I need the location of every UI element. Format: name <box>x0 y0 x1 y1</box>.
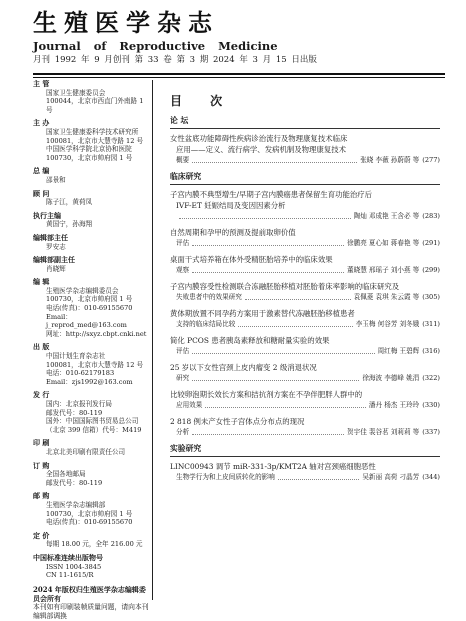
info-line: 电话：010-62179183 <box>46 369 115 378</box>
info-section <box>33 391 149 434</box>
toc-section-heading: 论 坛 <box>170 116 189 125</box>
toc-entry-footer <box>170 238 440 249</box>
toc-entry-title-line: 比较卵泡期长效长方案和拮抗剂方案在不孕伴肥胖人群中的 <box>170 390 363 399</box>
info-heading: 编 辑 <box>33 277 50 287</box>
toc-entry[interactable] <box>170 416 440 438</box>
info-line: 黄国宁，孙海翔 <box>46 220 93 229</box>
info-line: 100730，北京市帅府园 1 号 <box>46 509 133 518</box>
dot-leader <box>245 292 351 300</box>
info-line: 北京北美印刷有限责任公司 <box>46 447 126 456</box>
info-line: CN 11-1615/R <box>46 571 94 580</box>
toc-entry-footer <box>170 472 440 483</box>
info-section <box>33 439 149 456</box>
info-body <box>33 198 149 207</box>
toc-entry-footer <box>170 292 440 303</box>
info-section <box>33 554 149 580</box>
dot-leader <box>192 427 344 435</box>
info-line: 100730，北京市帅府园 1 号 <box>46 295 133 304</box>
toc-entry-footer <box>170 211 440 222</box>
toc-entry-title-end: 应用效果 <box>176 401 203 409</box>
info-line: 罗安志 <box>46 242 66 251</box>
toc-entry[interactable] <box>170 335 440 357</box>
toc-title: 目 次 <box>170 94 235 108</box>
info-section <box>33 492 149 526</box>
toc-entry[interactable] <box>170 308 440 330</box>
quality-note: 本刊如有印刷装帧质量问题，请向本刊编辑部调换 <box>33 602 149 620</box>
info-line: ISSN 1004-3845 <box>46 562 102 571</box>
toc-entry-authors: 袁佩菱 袁琪 朱云霞 等 <box>353 293 420 301</box>
info-section <box>33 343 149 386</box>
table-of-contents <box>170 93 440 488</box>
toc-section-heading: 实验研究 <box>170 444 202 453</box>
info-heading: 邮 购 <box>33 491 50 501</box>
toc-entry-title-line: 2 818 例未产女性子宫体点分布点的现况 <box>170 417 305 426</box>
toc-entry[interactable] <box>170 254 440 276</box>
info-body <box>33 89 149 115</box>
info-line: 100081，北京市大慧寺路 12 号 <box>46 136 144 145</box>
toc-entry[interactable] <box>170 227 440 249</box>
toc-entry-authors: 董晓慧 邢瑶子 刘小燕 等 <box>347 266 420 274</box>
toc-entry-page: (322) <box>422 374 440 382</box>
journal-title: 生殖医学杂志 <box>33 8 219 37</box>
info-line: 国家卫生健康委科学技术研究所 <box>46 127 139 136</box>
info-section <box>33 80 149 114</box>
toc-section-rule <box>170 128 440 129</box>
toc-entry-title-line: 简化 PCOS 患者胰岛素释放和糖耐量实验的效果 <box>170 336 330 345</box>
toc-entry-title-line: 自然周期和孕甲的预测及提前取卵价值 <box>170 228 296 237</box>
toc-entry-title-end: 评估 <box>176 347 190 355</box>
info-body <box>33 220 149 229</box>
info-section <box>33 234 149 251</box>
info-heading: 印 刷 <box>33 438 50 448</box>
toc-entry-page: (330) <box>422 401 440 409</box>
toc-body <box>170 115 440 483</box>
toc-entry-title-line: 子宫内膜不典型增生/早期子宫内膜癌患者保留生育功能治疗后 <box>170 190 373 199</box>
issue-info: 月刊 1992 年 9 月创刊 第 33 卷 第 3 期 2024 年 3 月 15 日出版 <box>33 55 317 65</box>
info-body <box>33 287 149 339</box>
toc-entry-footer <box>170 427 440 438</box>
info-section <box>33 278 149 338</box>
toc-entry-title-end: 观察 <box>176 266 190 274</box>
toc-entry-authors: 李玉梅 何谷芳 刘冬娥 <box>355 320 420 328</box>
info-line: 陈子江，黄荷凤 <box>46 198 93 207</box>
toc-entry-title-line: 桌面干式培养箱在体外受精胚胎培养中的临床效果 <box>170 255 333 264</box>
info-line: （北京 399 信箱）代号：M419 <box>46 425 142 434</box>
journal-english-title: Journal of Reproductive Medicine <box>33 39 278 53</box>
info-line: 100730，北京市帅府园 1 号 <box>46 153 133 162</box>
toc-entry-title-line: 25 岁以下女性宫颈上皮内瘤变 2 级消退状况 <box>170 363 317 372</box>
info-heading: 中国标准连续出版物号 <box>33 552 103 562</box>
toc-entry-title-line: IVF-ET 妊娠结局及变因因素分析 <box>176 201 286 210</box>
toc-entry-title-end: 概要 <box>176 156 190 164</box>
toc-entry-authors: 徐海波 李德峰 姚涓 <box>362 374 420 382</box>
toc-entry-footer <box>170 400 440 411</box>
info-body <box>33 501 149 527</box>
info-line: 国家卫生健康委员会 <box>46 88 106 97</box>
header-rule-thick <box>33 73 445 75</box>
toc-entry-title-end: 失败患者中的效果研究 <box>176 293 242 301</box>
toc-entry-authors: 贺宇佳 裴谷茗 刘莉莉 等 <box>347 428 420 436</box>
info-section <box>33 532 149 549</box>
toc-entry-authors: 吴新丽 高荷 刁晶芳 <box>362 473 420 481</box>
info-line: 100081，北京市大慧寺路 12 号 <box>46 360 144 369</box>
info-section <box>33 212 149 229</box>
info-line: 网址：http://sxyz.cbpt.cnki.net <box>46 329 147 338</box>
toc-entry-title-line: 子宫内膜容受性检测联合冻融胚胎移植对胚胎着床率影响的临床研究及 <box>170 282 400 291</box>
info-body <box>33 176 149 185</box>
toc-entry-title-end: 生物学行为和上皮间质转化的影响 <box>176 473 275 481</box>
dot-leader <box>192 346 374 354</box>
toc-entry-title-end: 研究 <box>176 374 190 382</box>
info-line: Email：zjs1992@163.com <box>46 377 133 386</box>
info-heading: 总 编 <box>33 166 50 176</box>
toc-entry-title-end: 评估 <box>176 239 190 247</box>
toc-entry-page: (337) <box>422 428 440 436</box>
toc-entry-footer <box>170 373 440 384</box>
toc-entry-authors: 陶灿 邓成艳 王含必 等 <box>353 212 420 220</box>
info-line: 中国计划生育杂志社 <box>46 352 106 361</box>
toc-entry[interactable] <box>170 362 440 384</box>
info-body <box>33 400 149 434</box>
dot-leader <box>192 155 357 163</box>
toc-entry-title-end: 支持的临床结局比较 <box>176 320 236 328</box>
info-heading: 发 行 <box>33 390 50 400</box>
header-rule-thin <box>33 77 445 78</box>
dot-leader <box>192 265 344 273</box>
toc-entry-footer <box>170 346 440 357</box>
info-line: 国内：北京报刊发行局 <box>46 400 112 408</box>
toc-entry-page: (344) <box>422 473 440 481</box>
info-line: Email：j_reprod_med@163.com <box>46 312 127 330</box>
toc-entry-authors: 潘丹 杨杰 王玲玲 <box>368 401 420 409</box>
toc-entry[interactable] <box>170 461 440 483</box>
toc-entry-title-line: LINC00943 调节 miR-331-3p/KMT2A 轴对宫颈癌细胞恶性 <box>170 462 376 471</box>
info-line: 每期 18.00 元，全年 216.00 元 <box>46 540 143 549</box>
info-heading: 执行主编 <box>33 210 61 220</box>
info-heading: 订 购 <box>33 460 50 470</box>
info-line: 邮发代号：80-119 <box>46 408 103 417</box>
info-line: 电话(传真)：010-69155670 <box>46 518 133 527</box>
publication-info-column <box>33 80 149 621</box>
info-line: 电话(传真)：010-69155670 <box>46 304 133 313</box>
info-section <box>33 462 149 488</box>
info-line: 国外：中国国际图书贸易总公司 <box>46 417 139 426</box>
toc-section-rule <box>170 456 440 457</box>
info-line: 全国各地邮局 <box>46 470 86 479</box>
info-heading: 编辑部主任 <box>33 232 68 242</box>
info-body <box>33 563 149 580</box>
toc-entry-page: (291) <box>422 239 440 247</box>
info-body <box>33 265 149 274</box>
toc-section-rule <box>170 184 440 185</box>
toc-entry-page: (283) <box>422 212 440 220</box>
toc-entry[interactable] <box>170 189 440 222</box>
info-heading: 编辑部副主任 <box>33 255 75 265</box>
dot-leader <box>192 373 359 381</box>
info-heading: 定 价 <box>33 530 50 540</box>
dot-leader <box>278 472 359 480</box>
info-heading: 主 管 <box>33 79 50 88</box>
info-section <box>33 119 149 162</box>
toc-entry-title-line: 黄体期放置不同孕药方案用于激素替代冻融胚胎移植患者 <box>170 309 355 318</box>
info-line: 邵景和 <box>46 175 66 184</box>
info-body <box>33 352 149 386</box>
column-divider <box>152 80 153 600</box>
toc-entry-authors: 张晓 李薇 孙蔚蔚 等 <box>360 156 420 164</box>
info-line: 生殖医学杂志编辑部 <box>46 500 106 509</box>
masthead <box>33 8 443 67</box>
info-body <box>33 128 149 162</box>
info-line: 肖晓辉 <box>46 264 66 273</box>
toc-entry-title-end: 分析 <box>176 428 190 436</box>
copyright-notice: 2024 年版权归生殖医学杂志编辑委员会所有 <box>33 584 146 603</box>
info-heading: 顾 问 <box>33 188 50 198</box>
toc-entry-footer <box>170 265 440 276</box>
toc-entry-title-line: 女性盆底功能障碍性疾病诊治流行及物理康复技术临床 <box>170 134 348 143</box>
toc-entry[interactable] <box>170 281 440 303</box>
info-body <box>33 470 149 487</box>
toc-section-heading: 临床研究 <box>170 172 202 181</box>
info-line: 邮发代号：80-119 <box>46 478 103 487</box>
info-section <box>33 167 149 184</box>
info-section <box>33 190 149 207</box>
toc-entry-page: (299) <box>422 266 440 274</box>
toc-entry-footer <box>170 155 440 166</box>
dot-leader <box>238 319 352 327</box>
toc-entry-page: (277) <box>422 156 440 164</box>
dot-leader <box>205 400 366 408</box>
toc-entry-title-line: 应用——定义、流行病学、发病机制及物理康复技术 <box>176 145 346 154</box>
info-body <box>33 243 149 252</box>
toc-entry-footer <box>170 319 440 330</box>
toc-entry-page: (305) <box>422 293 440 301</box>
toc-entry[interactable] <box>170 389 440 411</box>
dot-leader <box>179 211 351 219</box>
info-body <box>33 540 149 549</box>
info-section <box>33 256 149 273</box>
info-line: 中国医学科学院北京协和医院 <box>46 145 132 154</box>
info-body <box>33 448 149 457</box>
toc-entry[interactable] <box>170 133 440 166</box>
info-line: 100044，北京市西直门外南路 1 号 <box>46 97 144 114</box>
info-line: 生殖医学杂志编辑委员会 <box>46 286 119 295</box>
info-heading: 主 办 <box>33 118 50 128</box>
dot-leader <box>192 238 344 246</box>
toc-entry-page: (311) <box>422 320 440 328</box>
info-heading: 出 版 <box>33 342 50 352</box>
toc-entry-page: (316) <box>422 347 440 355</box>
toc-entry-authors: 徐鹏亮 夏心如 蒋春艳 等 <box>347 239 420 247</box>
toc-entry-authors: 周红梅 王碧辉 <box>377 347 420 355</box>
